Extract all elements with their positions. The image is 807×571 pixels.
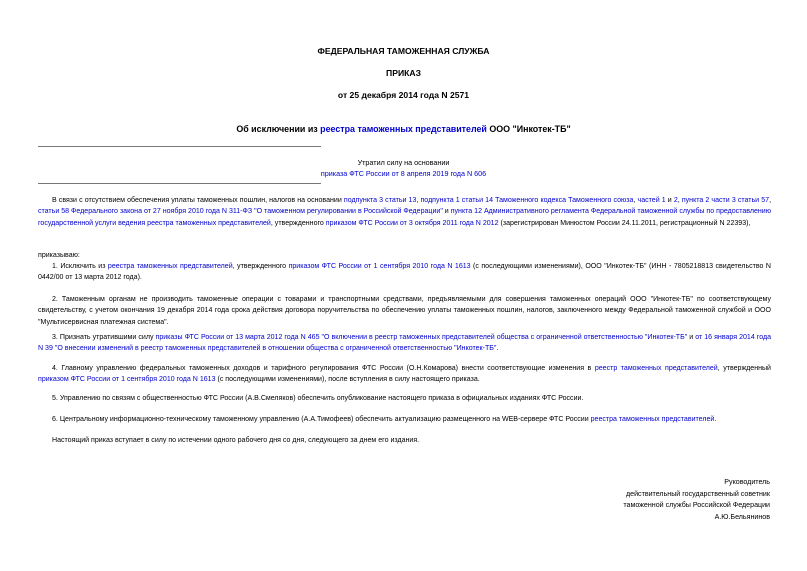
link-part-2[interactable]: 2 bbox=[673, 197, 678, 204]
link-subparagraph-3-article-13[interactable]: подпункта 3 статьи 13 bbox=[343, 197, 417, 204]
link-article-57[interactable]: пункта 2 части 3 статьи 57 bbox=[681, 197, 770, 204]
item-5: 5. Управлению по связям с общественностью ФТС России (А.В.Смеляков) обеспечить опубликование настоящего приказа в официальных изданиях ФТС России. bbox=[52, 395, 584, 402]
closing-paragraph: Настоящий приказ вступает в силу по истечении одного рабочего дня со дня, следующего за днем его издания. bbox=[52, 437, 420, 444]
text: 1. Исключить из bbox=[52, 263, 108, 270]
preamble-paragraph bbox=[38, 195, 771, 229]
text: 4. Главному управлению федеральных таможенных доходов и тарифного регулирования ФТС России (О.Н.Комарова) внести соответствующие изменения в bbox=[52, 365, 595, 372]
text: 6. Центральному информационно-техническому таможенному управлению (А.А.Тимофеев) обеспечить актуализацию размещенного на WEB-сервере ФТС России bbox=[52, 416, 591, 423]
link-order-2012[interactable]: приказом ФТС России от 3 октября 2011 года N 2012 bbox=[325, 219, 499, 227]
text: . bbox=[496, 345, 499, 353]
signature-block bbox=[623, 477, 770, 524]
status-note bbox=[0, 157, 807, 179]
link-registry[interactable]: реестра таможенных представителей bbox=[590, 416, 715, 423]
text: . bbox=[714, 416, 717, 423]
signature-position: Руководитель bbox=[724, 478, 770, 486]
orders-word: приказываю: bbox=[38, 252, 80, 259]
text: и bbox=[442, 208, 451, 216]
item-4 bbox=[38, 363, 771, 386]
signature-rank-2: таможенной службы Российской Федерации bbox=[623, 501, 770, 510]
text: и bbox=[687, 334, 696, 341]
text: 3. Признать утратившими силу bbox=[52, 334, 156, 341]
link-registry[interactable]: реестра таможенных представителей bbox=[107, 263, 233, 270]
text: (с последующими изменениями), ООО "Инкотек-ТБ" (ИНН - 7805218813 свидетельство N 0442/00 от 13 марта 2012 года). bbox=[38, 263, 771, 282]
text: , bbox=[769, 197, 772, 204]
text: В связи с отсутствием обеспечения уплаты таможенных пошлин, налогов на основании bbox=[52, 197, 344, 204]
title-prefix: Об исключении из bbox=[236, 124, 321, 134]
text: , утвержденного bbox=[270, 219, 326, 227]
text: , bbox=[416, 197, 421, 204]
text: и bbox=[665, 197, 674, 204]
status-note-text: Утратил силу на основании bbox=[357, 158, 450, 167]
signature-rank: действительный государственный советник bbox=[625, 489, 770, 498]
link-federal-law-311[interactable]: статьи 58 Федерального закона от 27 ноября 2010 года N 311-ФЗ "О таможенном регулировании в Российской Федерации" bbox=[38, 208, 443, 216]
item-3 bbox=[38, 332, 771, 355]
item-1 bbox=[38, 261, 771, 284]
link-customs-code[interactable]: подпункта 1 статьи 14 Таможенного кодекса Таможенного союза bbox=[420, 197, 634, 204]
document-type: ПРИКАЗ bbox=[386, 68, 421, 78]
note-top-rule bbox=[38, 146, 321, 147]
signature-name: А.Ю.Бельянинов bbox=[714, 513, 770, 522]
item-2: 2. Таможенным органам не производить таможенные операции с товарами и транспортными средствами, предъявляемыми для совершения таможенных операций ООО "Инкотек-ТБ" по соответствующему свидетельству, с учетом окончания 19 декабря 2014 года срока действия договора поручительства по обеспечению уплаты таможенных пошлин, налогов, заключенного между Федеральной таможенной службой и ООО "Мультисервисная платежная система". bbox=[38, 296, 771, 326]
text: , утвержденный bbox=[717, 365, 771, 372]
link-parts-1[interactable]: частей 1 bbox=[637, 197, 666, 204]
text: (зарегистрирован Минюстом России 24.11.2011, регистрационный N 22393), bbox=[498, 219, 751, 227]
link-order-465[interactable]: приказы ФТС России от 13 марта 2012 года N 465 "О включении в реестр таможенных представителей общества с ограниченной ответственностью "Инкотек-ТБ" bbox=[155, 334, 688, 341]
link-order-1613[interactable]: приказом ФТС России от 1 сентября 2010 года N 1613 bbox=[38, 376, 216, 384]
link-admin-regulation[interactable]: пункта 12 Административного регламента Федеральной таможенной службы по предоставлению государственной услуги ведения реестра таможенных представителей bbox=[38, 208, 771, 227]
agency-name: ФЕДЕРАЛЬНАЯ ТАМОЖЕННАЯ СЛУЖБА bbox=[317, 46, 490, 56]
document-title bbox=[0, 124, 807, 134]
text: , bbox=[633, 197, 638, 204]
note-bottom-rule bbox=[38, 183, 321, 184]
link-order-39[interactable]: от 16 января 2014 года N 39 "О внесении изменений в реестр таможенных представителей в отношении общества с ограниченной ответственностью "Инкотек-ТБ" bbox=[38, 334, 771, 353]
text: , утвержденного bbox=[232, 263, 289, 270]
item-6 bbox=[38, 414, 771, 425]
status-note-link[interactable]: приказа ФТС России от 8 апреля 2019 года N 606 bbox=[320, 169, 487, 178]
title-suffix: ООО "Инкотек-ТБ" bbox=[486, 124, 571, 134]
link-registry[interactable]: реестр таможенных представителей bbox=[594, 365, 718, 372]
link-order-1613[interactable]: приказом ФТС России от 1 сентября 2010 года N 1613 bbox=[288, 263, 471, 270]
title-registry-link[interactable]: реестра таможенных представителей bbox=[320, 124, 487, 134]
document-date-number: от 25 декабря 2014 года N 2571 bbox=[337, 90, 470, 100]
text: (с последующими изменениями), после вступления в силу настоящего приказа. bbox=[215, 376, 480, 384]
text: , bbox=[677, 197, 682, 204]
